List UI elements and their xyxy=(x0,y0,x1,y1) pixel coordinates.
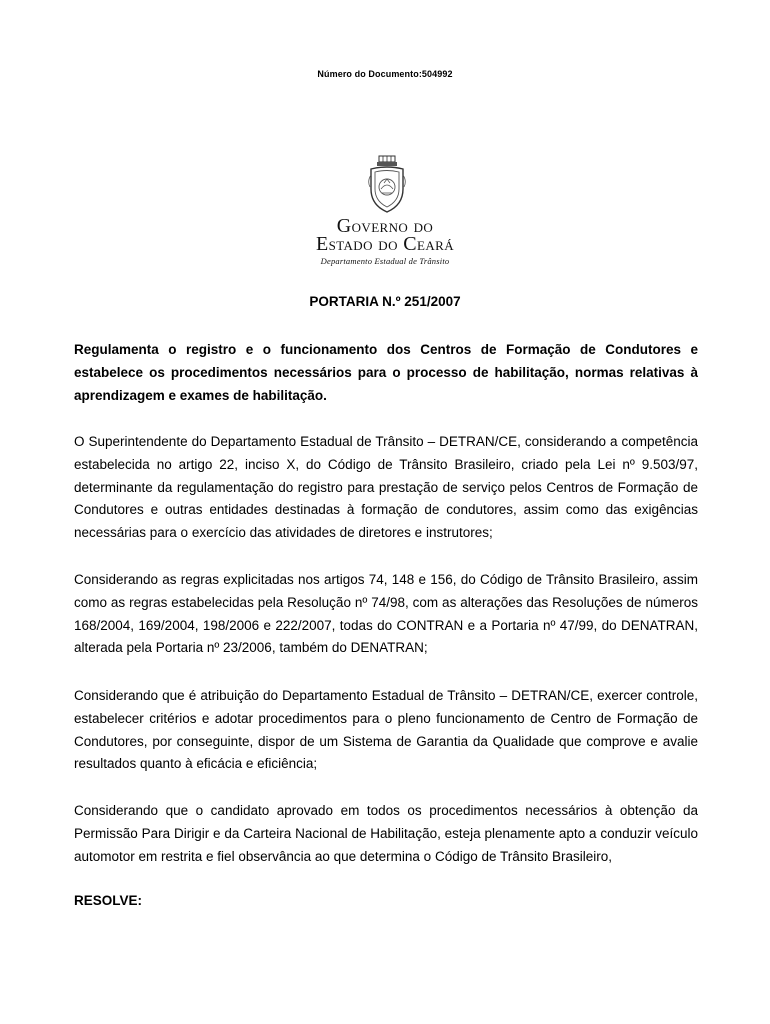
paragraph-3: Considerando que é atribuição do Departamento Estadual de Trânsito – DETRAN/CE, exercer controle, estabelecer critérios e adotar procedimentos para o pleno funcionamento de Centro de Formação de Condutores, por conseguinte, dispor de um Sistema de Garantia da Qualidade que comprove e avalie resultados quanto à eficácia e eficiência; xyxy=(74,688,698,772)
logo-line-governo: GOVERNO DO xyxy=(336,215,434,237)
logo-line-estado: ESTADO DO CEARÁ xyxy=(315,233,455,255)
government-logo xyxy=(300,155,480,267)
paragraph-4: Considerando que o candidato aprovado em todos os procedimentos necessários à obtenção da Permissão Para Dirigir e da Carteira Nacional de Habilitação, esteja plenamente apto a conduzir veículo automotor em restrita e fiel observância ao que determina o Código de Trânsito Brasileiro, xyxy=(74,803,698,864)
document-number: Número do Documento:504992 xyxy=(317,69,453,79)
paragraph-2: Considerando as regras explicitadas nos artigos 74, 148 e 156, do Código de Trânsito Brasileiro, assim como as regras estabelecidas pela Resolução nº 74/98, com as alterações das Resoluções de números 168/2004, 169/2004, 198/2006 e 222/2007, todas do CONTRAN e a Portaria nº 47/99, do DENATRAN, alterada pela Portaria nº 23/2006, também do DENATRAN; xyxy=(74,572,698,656)
page-title: PORTARIA N.º 251/2007 xyxy=(309,294,461,309)
resolve-heading: RESOLVE: xyxy=(74,893,143,908)
coat-of-arms-icon xyxy=(367,155,407,215)
summary-paragraph: Regulamenta o registro e o funcionamento dos Centros de Formação de Condutores e estabelece os procedimentos necessários para o processo de habilitação, normas relativas à aprendizagem e exames de habilitação. xyxy=(74,342,698,403)
paragraph-1: O Superintendente do Departamento Estadual de Trânsito – DETRAN/CE, considerando a competência estabelecida no artigo 22, inciso X, do Código de Trânsito Brasileiro, criado pela Lei nº 9.503/97, determinante da regulamentação do registro para prestação de serviço pelos Centros de Formação de Condutores e outras entidades destinadas à formação de condutores, assim como das exigências necessárias para o exercício das atividades de diretores e instrutores; xyxy=(74,434,698,541)
logo-department: Departamento Estadual de Trânsito xyxy=(320,256,450,266)
